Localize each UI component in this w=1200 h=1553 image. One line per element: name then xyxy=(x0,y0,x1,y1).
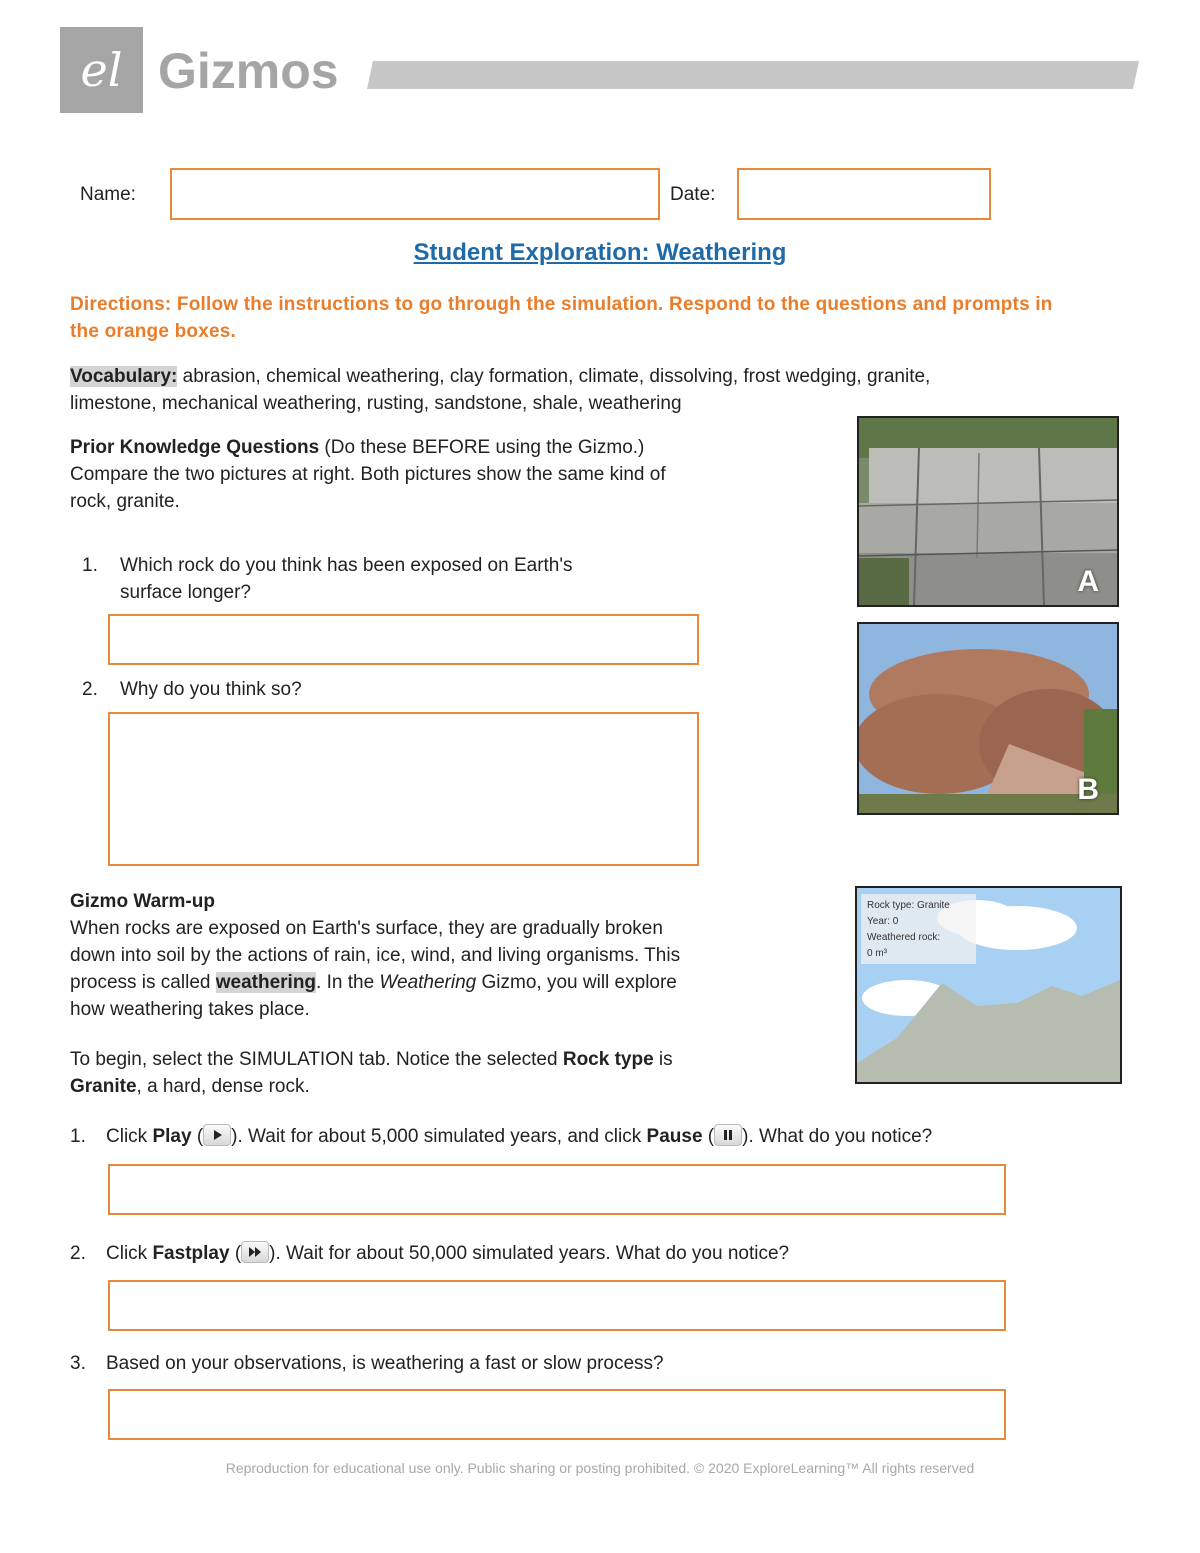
prior-q1-line1: Which rock do you think has been exposed on Earth's xyxy=(120,555,573,576)
play-term: Play xyxy=(152,1126,192,1147)
q2-part-c: ( xyxy=(229,1243,242,1264)
prior-q1-line2: surface longer? xyxy=(120,582,251,603)
warmup-q1-answer[interactable] xyxy=(108,1164,1006,1215)
vocabulary-label: Vocabulary: xyxy=(70,366,178,387)
name-label: Name: xyxy=(80,184,136,205)
date-label: Date: xyxy=(670,184,716,205)
warmup-p2-line2b: , a hard, dense rock. xyxy=(136,1076,310,1097)
warmup-q1-number: 1. xyxy=(70,1126,86,1147)
page-title: Student Exploration: Weathering xyxy=(413,239,787,266)
warmup-q3-number: 3. xyxy=(70,1353,86,1374)
vocabulary-line2: limestone, mechanical weathering, rusting, sandstone, shale, weathering xyxy=(70,393,682,414)
q2-part-a: Click xyxy=(106,1243,153,1264)
warmup-heading: Gizmo Warm-up xyxy=(70,891,215,912)
warmup-p1-line3a: process is called xyxy=(70,972,216,993)
sim-weathered-label: Weathered rock: xyxy=(867,932,941,943)
q1-part-d: ). Wait for about 5,000 simulated years, and click xyxy=(231,1126,647,1147)
prior-q2-answer[interactable] xyxy=(108,712,699,866)
fastplay-icon xyxy=(241,1241,269,1263)
vocabulary xyxy=(70,363,1150,417)
footer-copyright: Reproduction for educational use only. Public sharing or posting prohibited. © 2020 ExploreLearning™ All rights reserved xyxy=(225,1460,975,1476)
brand-name: Gizmos xyxy=(158,43,339,99)
vocabulary-line1: abrasion, chemical weathering, clay formation, climate, dissolving, frost wedging, granite, xyxy=(177,366,931,387)
warmup-q2-answer[interactable] xyxy=(108,1280,1006,1331)
prior-line1: Compare the two pictures at right. Both pictures show the same kind of xyxy=(70,464,666,485)
date-field[interactable] xyxy=(737,168,991,220)
q1-part-c: ( xyxy=(191,1126,204,1147)
warmup-p1-line4: how weathering takes place. xyxy=(70,999,310,1020)
warmup-p1-line3e: Gizmo, you will explore xyxy=(476,972,677,993)
warmup-p1-line1: When rocks are exposed on Earth's surface, they are gradually broken xyxy=(70,918,663,939)
q1-part-a: Click xyxy=(106,1126,153,1147)
q1-part-g: ). What do you notice? xyxy=(742,1126,933,1147)
photo-a-quarry xyxy=(857,416,1119,607)
fastplay-term: Fastplay xyxy=(152,1243,230,1264)
prior-q1-number: 1. xyxy=(82,555,98,576)
rock-type-term: Rock type xyxy=(562,1049,654,1070)
sim-weathered-value: 0 m³ xyxy=(867,948,887,959)
pause-icon xyxy=(714,1124,742,1146)
prior-knowledge xyxy=(70,434,790,515)
prior-q2-number: 2. xyxy=(82,679,98,700)
q1-part-f: ( xyxy=(702,1126,715,1147)
logo-mark: el xyxy=(80,43,123,97)
warmup-q2-number: 2. xyxy=(70,1243,86,1264)
photo-b-label: B xyxy=(1077,773,1099,806)
name-field[interactable] xyxy=(170,168,660,220)
sim-readout xyxy=(867,898,950,962)
sim-rock-type: Rock type: Granite xyxy=(867,900,950,911)
granite-term: Granite xyxy=(70,1076,137,1097)
warmup-q3-answer[interactable] xyxy=(108,1389,1006,1440)
photo-b-boulders xyxy=(857,622,1119,815)
warmup-q2-text xyxy=(106,1240,1106,1267)
warmup-q1-text xyxy=(106,1123,1106,1150)
simulation-preview xyxy=(855,886,1122,1084)
warmup-p2-line1c: is xyxy=(653,1049,673,1070)
pause-term: Pause xyxy=(646,1126,703,1147)
warmup-q3-text: Based on your observations, is weathering a fast or slow process? xyxy=(106,1353,664,1374)
directions: Directions: Follow the instructions to go through the simulation. Respond to the questions and prompts in the orange boxes. xyxy=(70,294,1053,342)
prior-line2: rock, granite. xyxy=(70,491,180,512)
warmup-section xyxy=(70,888,790,1023)
warmup-instructions xyxy=(70,1046,790,1100)
play-icon xyxy=(203,1124,231,1146)
warmup-p1-line2: down into soil by the actions of rain, ice, wind, and living organisms. This xyxy=(70,945,681,966)
gizmo-name: Weathering xyxy=(379,972,477,993)
q2-part-d: ). Wait for about 50,000 simulated years. What do you notice? xyxy=(269,1243,790,1264)
prior-heading-note: (Do these BEFORE using the Gizmo.) xyxy=(319,437,645,458)
sim-year: Year: 0 xyxy=(867,916,899,927)
photo-a-label: A xyxy=(1077,565,1099,598)
prior-q1-answer[interactable] xyxy=(108,614,699,665)
prior-q1-text xyxy=(120,552,720,606)
weathering-term: weathering xyxy=(215,972,317,993)
header-bar xyxy=(367,61,1139,89)
warmup-p1-line3c: . In the xyxy=(316,972,380,993)
warmup-p2-line1a: To begin, select the SIMULATION tab. Notice the selected xyxy=(70,1049,563,1070)
prior-q2-text: Why do you think so? xyxy=(120,679,302,700)
prior-heading: Prior Knowledge Questions xyxy=(70,437,320,458)
